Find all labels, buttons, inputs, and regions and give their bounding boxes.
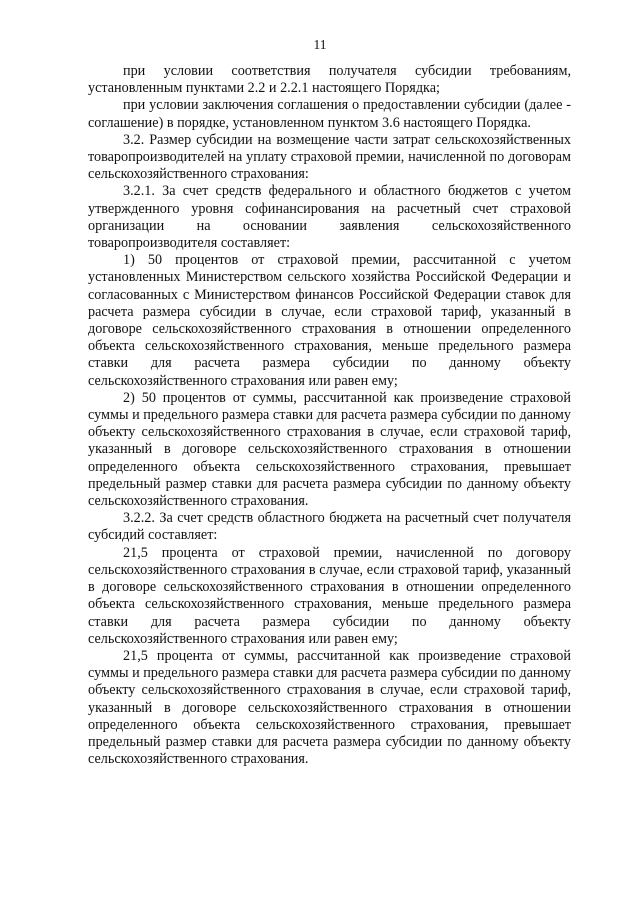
- paragraph-eligibility-condition: при условии соответствия получателя субсидии требованиям, установленным пунктами 2.2 и 2.2.1 настоящего Порядка;: [88, 63, 571, 97]
- paragraph-3-2-1: 3.2.1. За счет средств федерального и областного бюджетов с учетом утвержденного уровня софинансирования на расчетный счет страховой организации на основании заявления сельскохозяйственного товаропроизводителя составляет:: [88, 183, 571, 252]
- paragraph-regional-premium: 21,5 процента от страховой премии, начисленной по договору сельскохозяйственного страхования в случае, если страховой тариф, указанный в договоре сельскохозяйственного страхования в отношении определенного объекта сельскохозяйственного страхования, меньше предельного размера ставки для расчета размера субсидии по данному объекту сельскохозяйственного страхования или равен ему;: [88, 544, 571, 647]
- paragraph-3-2: 3.2. Размер субсидии на возмещение части затрат сельскохозяйственных товаропроизводителей на уплату страховой премии, начисленной по договорам сельскохозяйственного страхования:: [88, 131, 571, 183]
- paragraph-regional-sum: 21,5 процента от суммы, рассчитанной как произведение страховой суммы и предельного размера ставки для расчета размера субсидии по данному объекту сельскохозяйственного страхования в случае, если страховой тариф, указанный в договоре сельскохозяйственного страхования в отношении определенного объекта сельскохозяйственного страхования, превышает предельный размер ставки для расчета размера субсидии по данному объекту сельскохозяйственного страхования.: [88, 647, 571, 768]
- paragraph-3-2-2: 3.2.2. За счет средств областного бюджета на расчетный счет получателя субсидий составляет:: [88, 510, 571, 544]
- paragraph-agreement-condition: при условии заключения соглашения о предоставлении субсидии (далее - соглашение) в порядке, установленном пунктом 3.6 настоящего Порядка.: [88, 97, 571, 131]
- paragraph-item-1: 1) 50 процентов от страховой премии, рассчитанной с учетом установленных Министерством сельского хозяйства Российской Федерации и согласованных с Министерством финансов Российской Федерации ставок для расчета размера субсидии в случае, если страховой тариф, указанный в договоре сельскохозяйственного страхования в отношении определенного объекта сельскохозяйственного страхования, меньше предельного размера ставки для расчета размера субсидии по данному объекту сельскохозяйственного страхования или равен ему;: [88, 252, 571, 389]
- document-body: [88, 63, 571, 768]
- paragraph-item-2: 2) 50 процентов от суммы, рассчитанной как произведение страховой суммы и предельного размера ставки для расчета размера субсидии по данному объекту сельскохозяйственного страхования в случае, если страховой тариф, указанный в договоре сельскохозяйственного страхования в отношении определенного объекта сельскохозяйственного страхования, превышает предельный размер ставки для расчета размера субсидии по данному объекту сельскохозяйственного страхования.: [88, 389, 571, 510]
- page-number: 11: [313, 37, 327, 52]
